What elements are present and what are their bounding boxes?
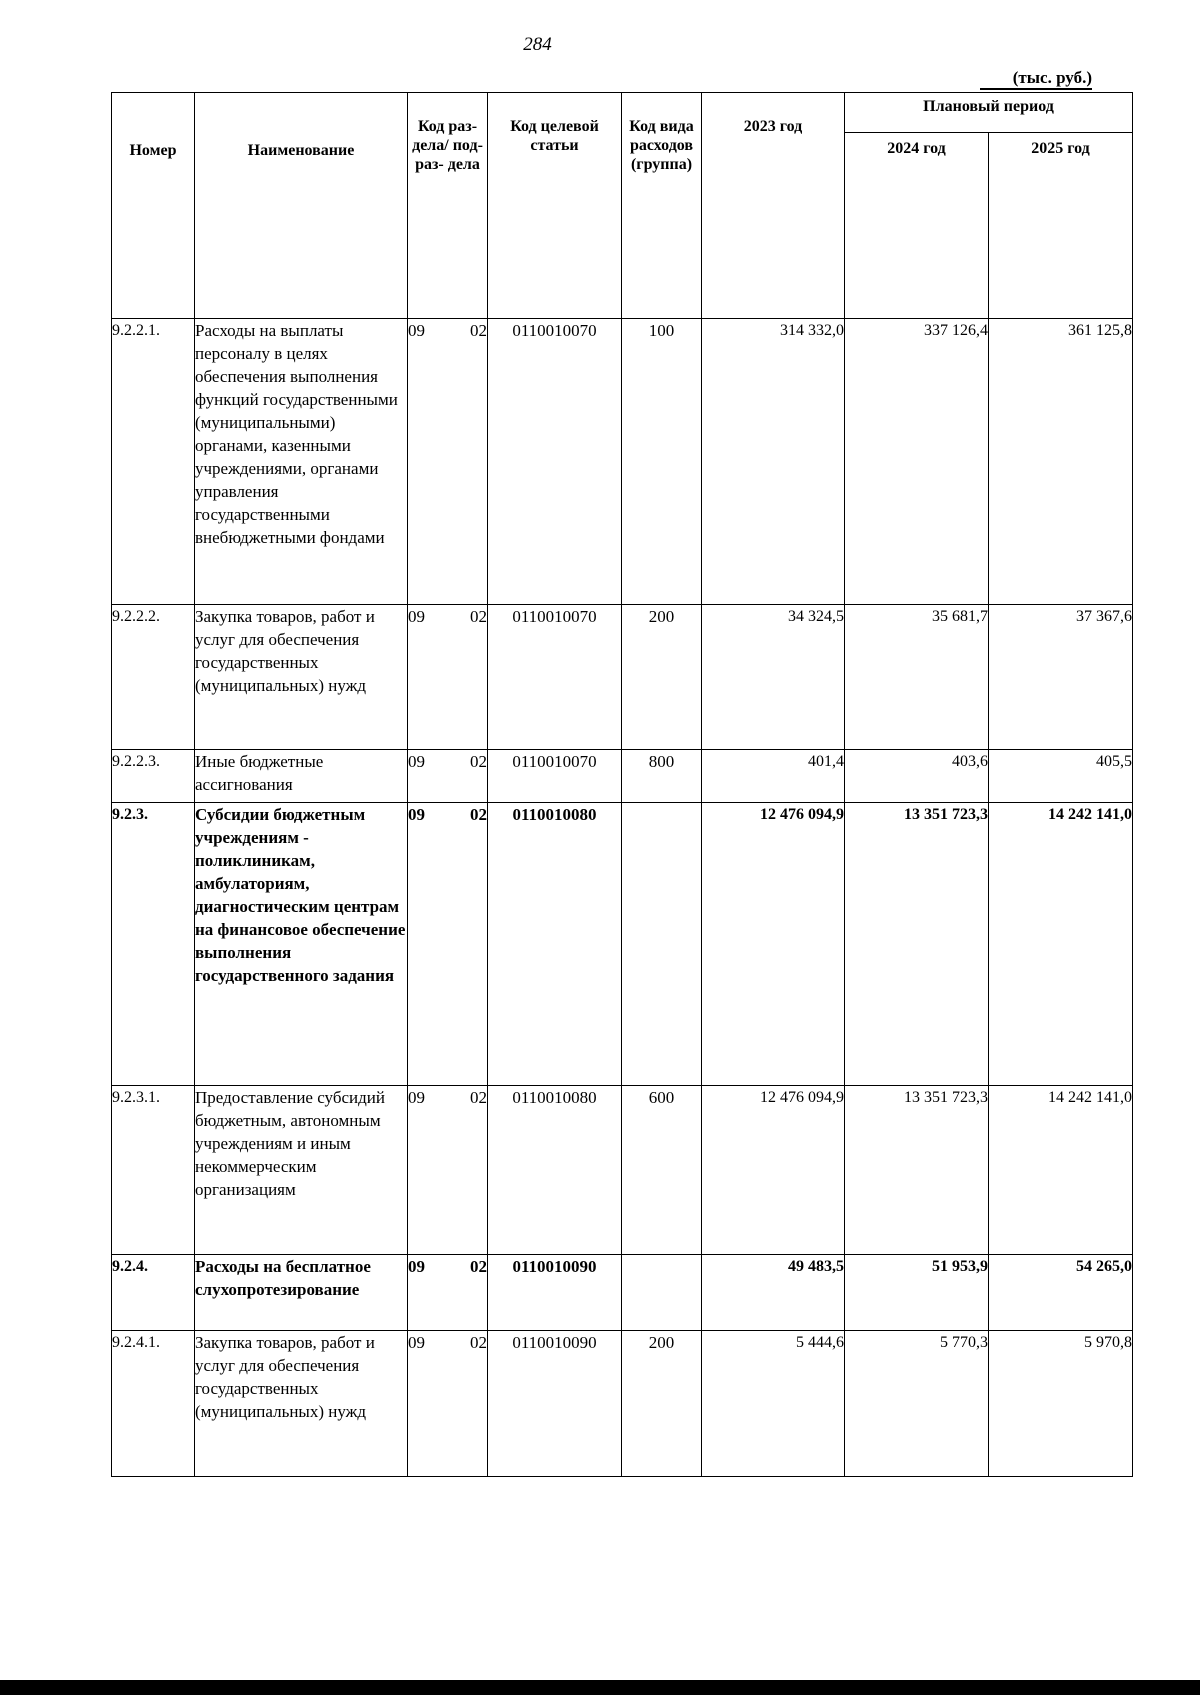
table-row: [112, 605, 1133, 750]
header-year-2023: 2023 год: [702, 93, 845, 319]
row-section-code: [408, 1086, 488, 1255]
header-target-code: Код целевой статьи: [488, 93, 622, 319]
row-expense-kind: 200: [622, 605, 702, 750]
row-subsection: 02: [470, 752, 487, 771]
row-section-code: [408, 1255, 488, 1331]
row-section-code: [408, 750, 488, 803]
row-number: 9.2.3.: [112, 803, 195, 1086]
row-number: 9.2.3.1.: [112, 1086, 195, 1255]
row-name: Закупка товаров, работ и услуг для обеспечения государственных (муниципальных) нужд: [195, 1331, 408, 1477]
row-target-code: 0110010070: [488, 319, 622, 605]
row-amount-2025: 361 125,8: [989, 319, 1133, 605]
budget-table: [111, 92, 1133, 1477]
row-target-code: 0110010080: [488, 1086, 622, 1255]
row-amount-2024: 35 681,7: [845, 605, 989, 750]
row-expense-kind: [622, 1255, 702, 1331]
row-target-code: 0110010070: [488, 605, 622, 750]
row-name: Расходы на бесплатное слухопротезирование: [195, 1255, 408, 1331]
row-amount-2025: 37 367,6: [989, 605, 1133, 750]
row-target-code: 0110010070: [488, 750, 622, 803]
row-amount-2024: 51 953,9: [845, 1255, 989, 1331]
row-expense-kind: [622, 803, 702, 1086]
table-row: [112, 1255, 1133, 1331]
row-number: 9.2.2.3.: [112, 750, 195, 803]
row-section-code: [408, 1331, 488, 1477]
row-amount-2024: 5 770,3: [845, 1331, 989, 1477]
table-row: [112, 1331, 1133, 1477]
row-amount-2025: 14 242 141,0: [989, 1086, 1133, 1255]
row-section-code: [408, 803, 488, 1086]
table-row: [112, 803, 1133, 1086]
row-number: 9.2.4.: [112, 1255, 195, 1331]
header-number: Номер: [112, 93, 195, 319]
row-amount-2023: 12 476 094,9: [702, 803, 845, 1086]
row-expense-kind: 100: [622, 319, 702, 605]
row-subsection: 02: [470, 805, 487, 824]
row-section: 09: [408, 805, 425, 824]
table-row: [112, 319, 1133, 605]
row-section: 09: [408, 1257, 425, 1276]
row-subsection: 02: [470, 1088, 487, 1107]
row-target-code: 0110010090: [488, 1255, 622, 1331]
row-section: 09: [408, 1333, 425, 1352]
row-section-code: [408, 605, 488, 750]
row-name: Иные бюджетные ассигнования: [195, 750, 408, 803]
row-amount-2025: 14 242 141,0: [989, 803, 1133, 1086]
row-subsection: 02: [470, 321, 487, 340]
row-amount-2023: 34 324,5: [702, 605, 845, 750]
row-amount-2023: 314 332,0: [702, 319, 845, 605]
row-amount-2024: 337 126,4: [845, 319, 989, 605]
header-planned-period: Плановый период: [845, 93, 1133, 133]
row-subsection: 02: [470, 1257, 487, 1276]
row-name: Субсидии бюджетным учреждениям - поликлиникам, амбулаториям, диагностическим центрам на финансовое обеспечение выполнения государственного задания: [195, 803, 408, 1086]
row-target-code: 0110010090: [488, 1331, 622, 1477]
row-amount-2025: 5 970,8: [989, 1331, 1133, 1477]
row-amount-2024: 13 351 723,3: [845, 1086, 989, 1255]
header-year-2025: 2025 год: [989, 133, 1133, 319]
row-section: 09: [408, 321, 425, 340]
table-row: [112, 1086, 1133, 1255]
row-amount-2025: 405,5: [989, 750, 1133, 803]
units-label: (тыс. руб.): [980, 68, 1092, 90]
row-subsection: 02: [470, 607, 487, 626]
header-expense-kind-code: Код вида расходов (группа): [622, 93, 702, 319]
row-name: Закупка товаров, работ и услуг для обеспечения государственных (муниципальных) нужд: [195, 605, 408, 750]
row-section: 09: [408, 607, 425, 626]
row-number: 9.2.2.2.: [112, 605, 195, 750]
table-body: [112, 319, 1133, 1477]
row-amount-2023: 5 444,6: [702, 1331, 845, 1477]
row-name: Расходы на выплаты персоналу в целях обеспечения выполнения функций государственными (муниципальными) органами, казенными учреждениями, органами управления государственными внебюджетными фондами: [195, 319, 408, 605]
row-number: 9.2.4.1.: [112, 1331, 195, 1477]
row-number: 9.2.2.1.: [112, 319, 195, 605]
row-expense-kind: 800: [622, 750, 702, 803]
row-amount-2024: 403,6: [845, 750, 989, 803]
scan-edge: [0, 1680, 1200, 1695]
row-subsection: 02: [470, 1333, 487, 1352]
row-expense-kind: 200: [622, 1331, 702, 1477]
header-name: Наименование: [195, 93, 408, 319]
page-number: 284: [523, 34, 552, 55]
header-year-2024: 2024 год: [845, 133, 989, 319]
row-section: 09: [408, 752, 425, 771]
row-target-code: 0110010080: [488, 803, 622, 1086]
row-section: 09: [408, 1088, 425, 1107]
header-section-code: Код раз- дела/ под- раз- дела: [408, 93, 488, 319]
row-amount-2024: 13 351 723,3: [845, 803, 989, 1086]
table-row: [112, 750, 1133, 803]
row-expense-kind: 600: [622, 1086, 702, 1255]
row-amount-2025: 54 265,0: [989, 1255, 1133, 1331]
row-amount-2023: 401,4: [702, 750, 845, 803]
row-amount-2023: 12 476 094,9: [702, 1086, 845, 1255]
row-name: Предоставление субсидий бюджетным, автономным учреждениям и иным некоммерческим организациям: [195, 1086, 408, 1255]
row-amount-2023: 49 483,5: [702, 1255, 845, 1331]
row-section-code: [408, 319, 488, 605]
